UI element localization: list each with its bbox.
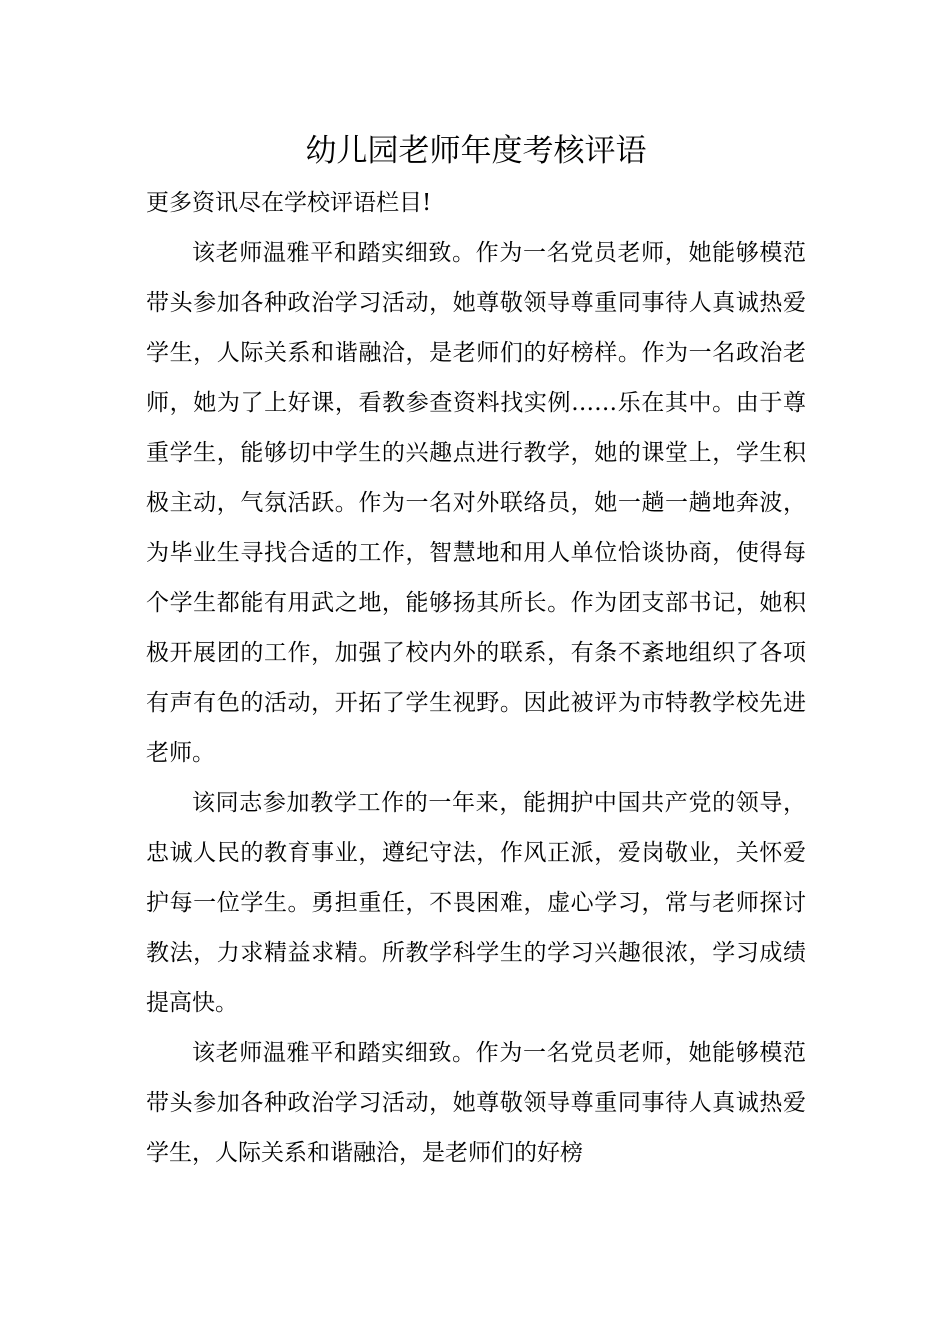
document-page	[146, 124, 806, 1178]
document-subtitle: 更多资讯尽在学校评语栏目!	[146, 190, 432, 216]
paragraph-2: 该同志参加教学工作的一年来，能拥护中国共产党的领导，忠诚人民的教育事业，遵纪守法，作风正派，爱岗敬业，关怀爱护每一位学生。勇担重任，不畏困难，虚心学习，常与老师探讨教法，力求精益求精。所教学科学生的学习兴趣很浓，学习成绩提高快。	[146, 790, 806, 1016]
paragraph-3: 该老师温雅平和踏实细致。作为一名党员老师，她能够模范带头参加各种政治学习活动，她尊敬领导尊重同事待人真诚热爱学生，人际关系和谐融洽，是老师们的好榜	[146, 1040, 806, 1166]
paragraph-1: 该老师温雅平和踏实细致。作为一名党员老师，她能够模范带头参加各种政治学习活动，她尊敬领导尊重同事待人真诚热爱学生，人际关系和谐融洽，是老师们的好榜样。作为一名政治老师，她为了上好课，看教参查资料找实例……乐在其中。由于尊重学生，能够切中学生的兴趣点进行教学，她的课堂上，学生积极主动，气氛活跃。作为一名对外联络员，她一趟一趟地奔波，为毕业生寻找合适的工作，智慧地和用人单位恰谈协商，使得每个学生都能有用武之地，能够扬其所长。作为团支部书记，她积极开展团的工作，加强了校内外的联系，有条不紊地组织了各项有声有色的活动，开拓了学生视野。因此被评为市特教学校先进老师。	[146, 240, 806, 766]
document-title: 幼儿园老师年度考核评语	[305, 133, 647, 169]
